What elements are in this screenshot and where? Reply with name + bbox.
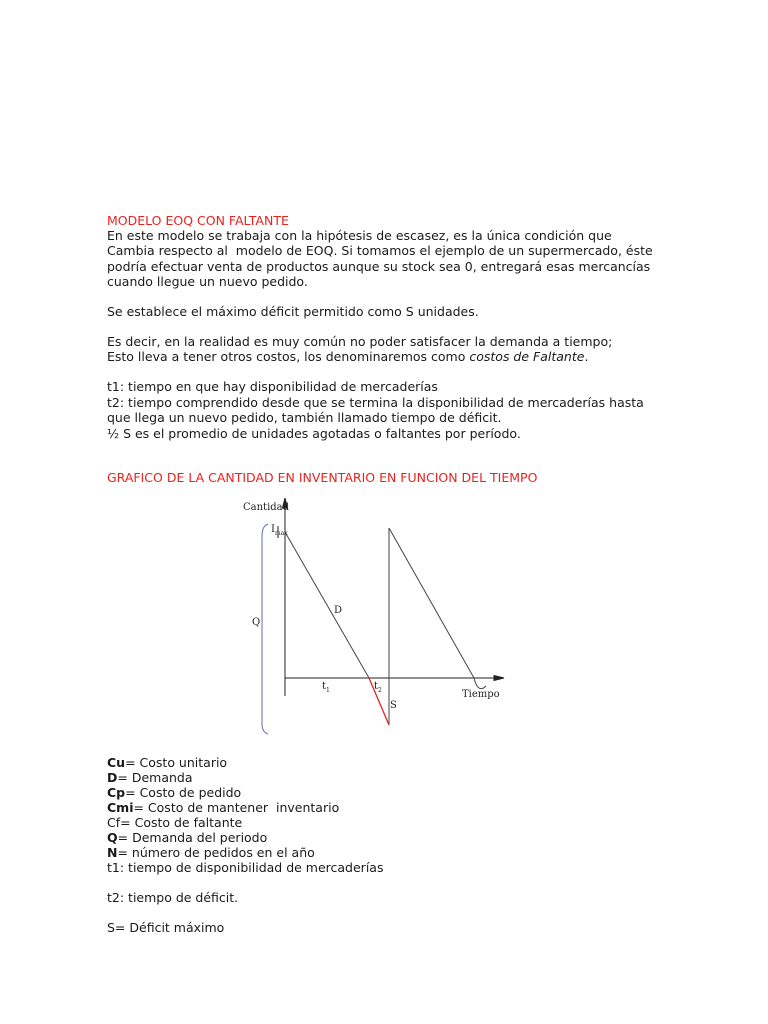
imax-label: [271, 524, 288, 537]
q-label: Q: [252, 617, 261, 628]
glossary-item: [107, 830, 267, 845]
definition-line: ½ S es el promedio de unidades agotadas o faltantes por período.: [107, 426, 521, 441]
glossary-item: [107, 770, 193, 785]
glossary-desc: = Costo de pedido: [125, 785, 242, 800]
q-bracket: [262, 524, 268, 734]
glossary-term: Q: [107, 830, 118, 845]
definition-line: t1: tiempo en que hay disponibilidad de mercaderías: [107, 379, 438, 394]
t2-subscript: 2: [378, 687, 382, 694]
glossary-item: [107, 845, 315, 860]
paragraph-line: cuando llegue un nuevo pedido.: [107, 274, 308, 289]
x-axis-label: Tiempo: [462, 689, 500, 700]
t1-letter: t: [322, 681, 327, 692]
demand-label: D: [334, 605, 343, 616]
glossary-term: D: [107, 770, 118, 785]
text-segment: .: [584, 349, 589, 364]
paragraph-deficit: Se establece el máximo déficit permitido como S unidades.: [107, 304, 479, 319]
demand-line-2: [389, 528, 474, 678]
y-axis-label: Cantidad: [243, 502, 290, 513]
paragraph-line: En este modelo se trabaja con la hipótesis de escasez, es la única condición que: [107, 228, 612, 243]
deficit-s-label: S: [390, 700, 397, 711]
italic-term: costos de Faltante: [469, 349, 585, 364]
glossary-desc: = Costo de faltante: [120, 815, 243, 830]
paragraph-line: Cambia respecto al modelo de EOQ. Si tomamos el ejemplo de un supermercado, éste: [107, 243, 653, 258]
definition-line: que llega un nuevo pedido, también llamado tiempo de déficit.: [107, 410, 502, 425]
glossary-term: Cu: [107, 755, 126, 770]
glossary-desc: = Demanda: [117, 770, 193, 785]
demand-line-1: [285, 532, 369, 678]
glossary-item: [107, 785, 241, 800]
glossary-item: [107, 755, 227, 770]
section-title-eoq: MODELO EOQ CON FALTANTE: [107, 213, 289, 228]
glossary-item: [107, 860, 383, 875]
glossary-desc: = Demanda del periodo: [117, 830, 268, 845]
paragraph-line: podría efectuar venta de productos aunque su stock sea 0, entregará esas mercancías: [107, 259, 651, 274]
glossary-item: [107, 815, 242, 830]
section-title-graph: GRAFICO DE LA CANTIDAD EN INVENTARIO EN FUNCION DEL TIEMPO: [107, 470, 538, 485]
glossary-item: [107, 800, 339, 815]
deficit-line: [369, 678, 389, 725]
glossary-term: Cmi: [107, 800, 134, 815]
glossary-term: N: [107, 845, 118, 860]
glossary-desc: : tiempo de disponibilidad de mercaderías: [119, 860, 384, 875]
t1-label: [322, 681, 330, 694]
text-segment: Esto lleva a tener otros costos, los denominaremos como: [107, 349, 470, 364]
glossary-desc: = Costo unitario: [125, 755, 228, 770]
t1-subscript: 1: [326, 687, 330, 694]
t2-letter: t: [374, 681, 379, 692]
inventory-graph: [238, 496, 538, 746]
t2-definition: t2: tiempo de déficit.: [107, 890, 239, 905]
scallop-curve: [474, 678, 486, 689]
glossary-desc: = número de pedidos en el año: [117, 845, 315, 860]
s-definition: S= Déficit máximo: [107, 920, 225, 935]
glossary-term: Cf: [107, 815, 121, 830]
paragraph-line: [107, 349, 588, 364]
imax-subscript: max: [274, 530, 288, 537]
glossary-desc: = Costo de mantener inventario: [133, 800, 340, 815]
glossary-term: t1: [107, 860, 120, 875]
paragraph-line: Es decir, en la realidad es muy común no poder satisfacer la demanda a tiempo;: [107, 334, 613, 349]
glossary-term: Cp: [107, 785, 126, 800]
definition-line: t2: tiempo comprendido desde que se termina la disponibilidad de mercaderías hasta: [107, 395, 644, 410]
x-axis-arrow: [494, 676, 504, 681]
imax-letter: I: [271, 524, 275, 535]
